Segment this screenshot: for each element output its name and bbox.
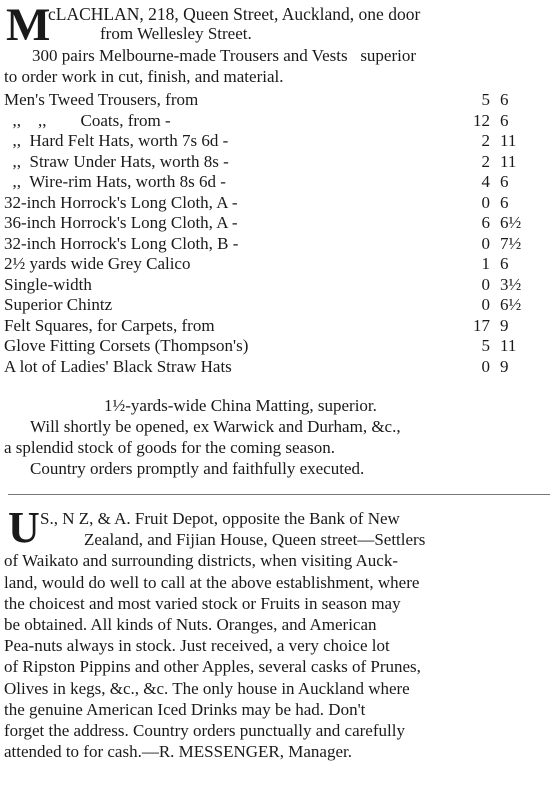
price-pence: 6½ — [500, 213, 522, 232]
price-shillings: 0 — [481, 295, 490, 314]
body-line: of Waikato and surrounding districts, when visiting Auck- — [4, 551, 398, 571]
price-item-label: Men's Tweed Trousers, from — [4, 90, 199, 109]
price-item-label: Glove Fitting Corsets (Thompson's) — [4, 336, 249, 355]
price-pence: 6 — [500, 90, 509, 109]
body-line: Pea-nuts always in stock. Just received, a very choice lot — [4, 636, 390, 656]
price-item-label: ,, Wire-rim Hats, worth 8s 6d - — [4, 172, 226, 191]
price-pence: 6 — [500, 192, 509, 212]
body-line: the genuine American Iced Drinks may be had. Don't — [4, 699, 366, 719]
price-shillings: 2 — [481, 131, 490, 150]
closing-line-1: 1½-yards-wide China Matting, superior. — [104, 396, 377, 415]
intro-line-1: 300 pairs Melbourne-made Trousers and Vests superior — [32, 46, 417, 65]
price-item-label: 32-inch Horrock's Long Cloth, B - — [4, 233, 239, 253]
closing-line-3: a splendid stock of goods for the coming season. — [4, 438, 335, 457]
price-item-label: ,, Hard Felt Hats, worth 7s 6d - — [4, 131, 229, 150]
price-item-label: Superior Chintz — [4, 295, 113, 314]
body-line: Zealand, and Fijian House, Queen street—Settlers — [84, 530, 426, 550]
price-row — [4, 336, 552, 356]
price-shillings: 5 — [481, 90, 490, 109]
header-line-1: cLACHLAN, 218, Queen Street, Auckland, one door — [48, 4, 421, 24]
price-item-label: A lot of Ladies' Black Straw Hats — [4, 356, 232, 376]
price-pence: 3½ — [500, 274, 522, 294]
price-pence: 11 — [500, 131, 517, 150]
price-item-label: Felt Squares, for Carpets, from — [4, 315, 215, 335]
price-pence: 6 — [500, 110, 509, 130]
body-line: be obtained. All kinds of Nuts. Oranges, and American — [4, 615, 377, 634]
price-shillings: 5 — [481, 336, 490, 355]
price-item-label: ,, ,, Coats, from - — [4, 110, 171, 130]
price-pence: 11 — [500, 336, 517, 355]
price-row — [4, 172, 552, 192]
dropcap-m: M — [6, 0, 51, 51]
price-row — [4, 295, 552, 315]
header-line-2: from Wellesley Street. — [100, 24, 252, 43]
price-shillings: 1 — [481, 254, 490, 273]
price-row — [4, 131, 552, 151]
price-shillings: 0 — [481, 233, 490, 253]
price-shillings: 12 — [473, 110, 490, 130]
price-pence: 6 — [500, 254, 509, 273]
body-line: the choicest and most varied stock or Fruits in season may — [4, 593, 401, 613]
price-pence: 7½ — [500, 233, 522, 253]
price-shillings: 0 — [481, 356, 490, 376]
price-row — [4, 316, 552, 336]
price-pence: 6 — [500, 172, 509, 191]
body-line: S., N Z, & A. Fruit Depot, opposite the Bank of New — [40, 509, 400, 528]
price-shillings: 17 — [473, 315, 490, 335]
body-line: Olives in kegs, &c., &c. The only house in Auckland where — [4, 678, 410, 698]
price-item-label: Single-width — [4, 274, 92, 294]
price-shillings: 2 — [481, 151, 490, 171]
price-row — [4, 254, 552, 274]
price-row — [4, 90, 552, 110]
price-row — [4, 357, 552, 377]
price-shillings: 0 — [481, 274, 490, 294]
price-item-label: ,, Straw Under Hats, worth 8s - — [4, 151, 229, 171]
price-item-label: 2½ yards wide Grey Calico — [4, 254, 191, 273]
body-line: of Ripston Pippins and other Apples, several casks of Prunes, — [4, 657, 421, 677]
intro-line-2: to order work in cut, finish, and material. — [4, 67, 284, 86]
closing-line-2: Will shortly be opened, ex Warwick and Durham, &c., — [30, 417, 401, 436]
price-shillings: 6 — [481, 213, 490, 232]
closing-line-4: Country orders promptly and faithfully executed. — [30, 459, 365, 478]
price-row — [4, 234, 552, 254]
price-pence: 9 — [500, 315, 509, 335]
price-pence: 9 — [500, 356, 509, 376]
price-shillings: 4 — [481, 172, 490, 191]
body-line: attended to for cash.—R. MESSENGER, Manager. — [4, 742, 352, 762]
price-row — [4, 275, 552, 295]
price-item-label: 36-inch Horrock's Long Cloth, A - — [4, 213, 238, 232]
price-row — [4, 111, 552, 131]
price-row — [4, 193, 552, 213]
body-line: land, would do well to call at the above establishment, where — [4, 572, 420, 592]
price-shillings: 0 — [481, 192, 490, 212]
body-line: forget the address. Country orders punctually and carefully — [4, 721, 405, 740]
dropcap-u: U — [8, 503, 40, 552]
column-divider — [8, 494, 550, 495]
price-row — [4, 152, 552, 172]
price-pence: 11 — [500, 151, 517, 171]
price-item-label: 32-inch Horrock's Long Cloth, A - — [4, 192, 238, 212]
price-pence: 6½ — [500, 295, 522, 314]
price-row — [4, 213, 552, 233]
